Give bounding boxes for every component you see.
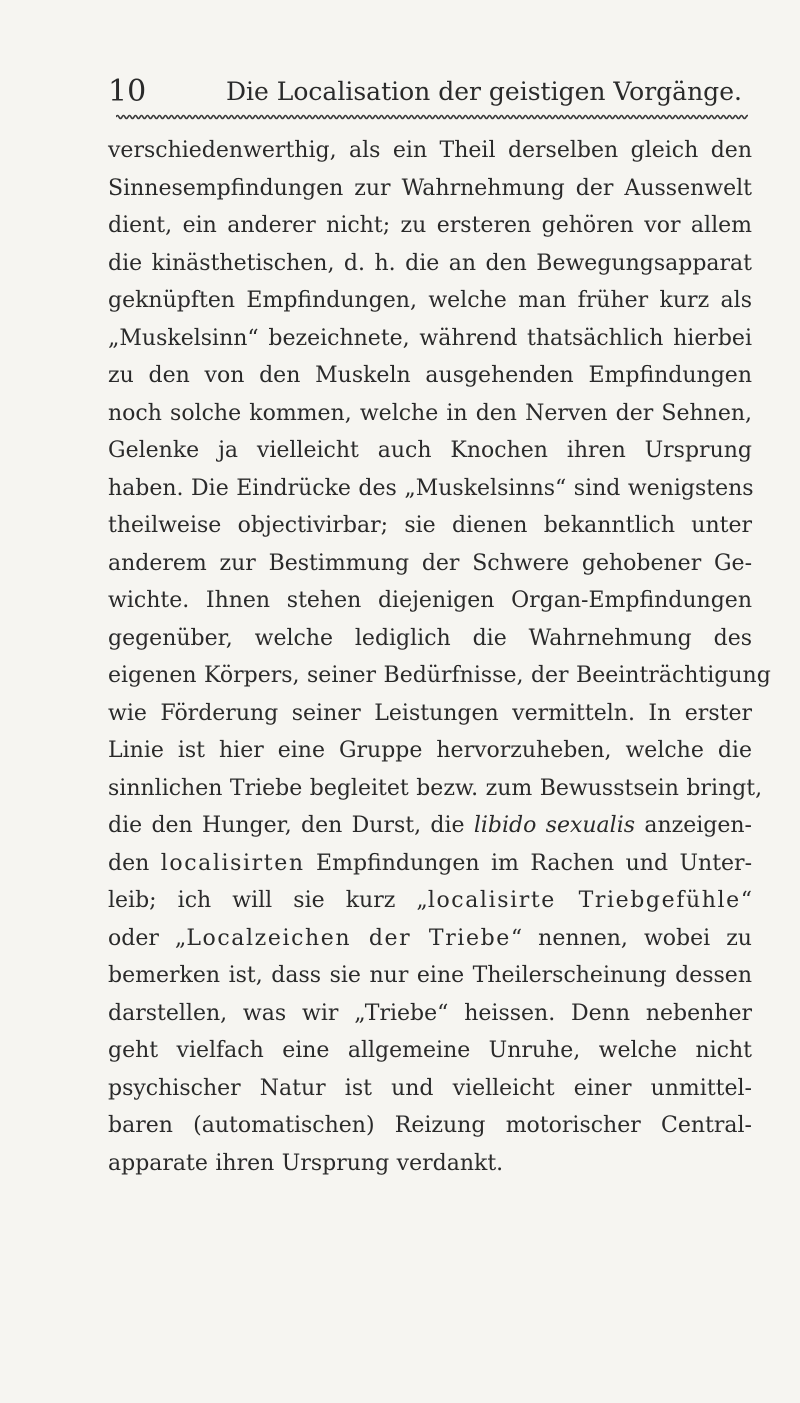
text-line: gegenüber, welche lediglich die Wahrnehmung des	[108, 625, 752, 651]
text-line: die kinästhetischen, d. h. die an den Bewegungsapparat	[108, 250, 752, 276]
text-line: oder „Localzeichen der Triebe“ nennen, wobei zu	[108, 925, 752, 951]
text-line: geknüpften Empfindungen, welche man früher kurz als	[108, 288, 752, 313]
text-line: haben. Die Eindrücke des „Muskelsinns“ sind wenigstens	[108, 475, 754, 501]
text-line: „Muskelsinn“ bezeichnete, während thatsächlich hierbei	[108, 325, 752, 351]
text-line: Gelenke ja vielleicht auch Knochen ihren Ursprung	[108, 438, 752, 463]
italic-term: libido sexualis	[473, 813, 636, 838]
text-line: dient, ein anderer nicht; zu ersteren gehören vor allem	[108, 213, 752, 238]
text-line: baren (automatischen) Reizung motorischer Central-	[108, 1113, 752, 1138]
text-line: wichte. Ihnen stehen diejenigen Organ-Empfindungen	[108, 588, 752, 613]
text-line: den localisirten Empfindungen im Rachen und Unter-	[108, 850, 753, 876]
text-line: verschiedenwerthig, als ein Theil derselben gleich den	[108, 138, 752, 163]
page-number: 10	[108, 74, 147, 109]
text-line: leib; ich will sie kurz „localisirte Triebgefühle“	[108, 888, 753, 913]
text-line: bemerken ist, dass sie nur eine Theilerscheinung dessen	[108, 963, 752, 988]
text-line: die den Hunger, den Durst, die libido sexualis anzeigen-	[108, 813, 752, 838]
text-line: Sinnesempfindungen zur Wahrnehmung der Aussenwelt	[108, 175, 752, 201]
text-line: geht vielfach eine allgemeine Unruhe, welche nicht	[108, 1038, 752, 1063]
text-line: anderem zur Bestimmung der Schwere gehobener Ge-	[108, 550, 752, 576]
page-header	[108, 72, 748, 112]
text-line: apparate ihren Ursprung verdankt.	[108, 1150, 504, 1176]
text-line: noch solche kommen, welche in den Nerven der Sehnen,	[108, 400, 752, 426]
text-line: Linie ist hier eine Gruppe hervorzuheben, welche die	[108, 738, 752, 763]
text-line: zu den von den Muskeln ausgehenden Empfindungen	[108, 363, 752, 388]
spaced-term: localisirten	[160, 850, 305, 876]
body-text	[108, 132, 771, 1182]
spaced-term: localisirte Triebgefühle	[427, 888, 741, 913]
text-line: wie Förderung seiner Leistungen vermitteln. In erster	[108, 700, 752, 726]
text-line: sinnlichen Triebe begleitet bezw. zum Bewusstsein bringt,	[108, 775, 763, 801]
text-line: eigenen Körpers, seiner Bedürfnisse, der Beeinträchtigung	[108, 663, 771, 688]
text-line: psychischer Natur ist und vielleicht einer unmittel-	[108, 1075, 752, 1101]
running-title: Die Localisation der geistigen Vorgänge.	[226, 77, 742, 106]
spaced-term: Localzeichen der Triebe	[186, 925, 511, 951]
ornamental-rule	[116, 114, 748, 120]
text-line: darstellen, was wir „Triebe“ heissen. Denn nebenher	[108, 1000, 752, 1026]
text-line: theilweise objectivirbar; sie dienen bekanntlich unter	[108, 513, 752, 538]
